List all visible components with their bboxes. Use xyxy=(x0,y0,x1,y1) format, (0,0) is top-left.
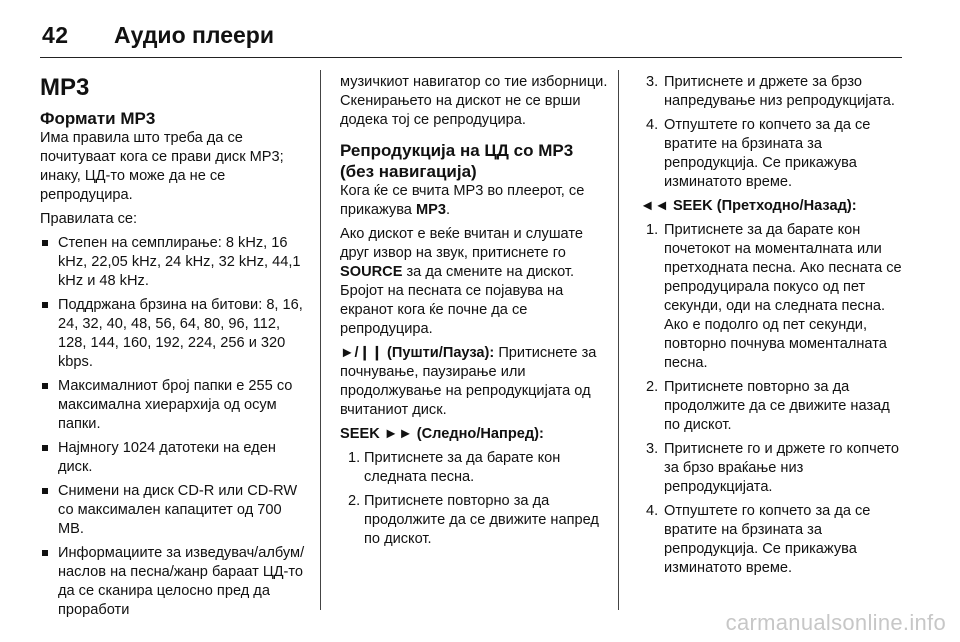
page-title: Аудио плеери xyxy=(114,22,274,48)
section-title-mp3: MP3 xyxy=(40,74,90,101)
fast-forward-icon: ►► xyxy=(383,426,413,442)
column-1 xyxy=(40,73,308,625)
seek-next-steps xyxy=(340,449,608,549)
column-2 xyxy=(340,73,608,554)
list-item: 3. Притиснете го и држете го копчето за брзо враќање низ репродукцијата. xyxy=(646,441,899,495)
list-item: 2. Притиснете повторно за да продолжите да се движите напред по дискот. xyxy=(348,493,599,547)
seek-next-heading: SEEK ►► (Следно/Напред): xyxy=(340,426,544,442)
rules-list xyxy=(40,234,308,620)
continuation-paragraph: музичкиот навигатор со тие изборници. Скенирањето на дискот не се врши додека тој се репродуцира. xyxy=(340,74,608,128)
list-item: Информациите за изведувач/албум/наслов на песна/жанр бараат ЦД-то да се сканира целосно пред да проработи xyxy=(40,544,308,620)
seek-prev-heading: ◄◄ SEEK (Претходно/Назад): xyxy=(640,198,857,214)
paragraph-play-pause: ►/❙❙ (Пушти/Пауза): Притиснете за почнување, паузирање или продолжување на репродукцијата од вчитаниот диск. xyxy=(340,345,597,418)
list-item: Максималниот број папки е 255 со максимална хиерархија од осум папки. xyxy=(40,377,308,434)
list-item: 4. Отпуштете го копчето за да се вратите на брзината за репродукција. Се прикажува изминатото време. xyxy=(646,117,871,190)
list-item: Степен на семплирање: 8 kHz, 16 kHz, 22,05 kHz, 24 kHz, 32 kHz, 44,1 kHz и 48 kHz. xyxy=(40,234,308,291)
list-item: 1. Притиснете за да барате кон почетокот на моменталната или претходната песна. Ако песната се репродуцирала покусо од пет секунди, оди на следната песна. Ако е подолго од пет секунди, повторно почнува моменталната песна. xyxy=(646,222,902,371)
column-divider-1 xyxy=(320,70,321,610)
list-item: Снимени на диск CD-R или CD-RW со максимален капацитет од 700 MB. xyxy=(40,482,308,539)
paragraph-mp3-loaded: Кога ќе се вчита MP3 во плеерот, се прикажува MP3. xyxy=(340,183,585,218)
source-button-label: SOURCE xyxy=(340,264,403,280)
mp3-display-text: MP3 xyxy=(415,202,446,218)
intro-paragraph: Има правила што треба да се почитуваат кога се прави диск MP3; инаку, ЦД-то може да не се репродуцира. xyxy=(40,130,284,203)
seek-prev-steps xyxy=(640,221,904,578)
rewind-icon: ◄◄ xyxy=(640,198,669,214)
paragraph-source: Ако дискот е веќе вчитан и слушате друг извор на звук, притиснете го SOURCE за да смените на дискот. Бројот на песната се појавува на екранот кога ќе почне да се репродуцира. xyxy=(340,226,583,337)
header-divider xyxy=(40,57,902,58)
formats-heading: Формати MP3 xyxy=(40,109,156,128)
column-3 xyxy=(640,73,904,583)
list-item: 4. Отпуштете го копчето за да се вратите на брзината за репродукција. Се прикажува изминатото време. xyxy=(646,503,871,576)
list-item: 3. Притиснете и држете за брзо напредување низ репродукцијата. xyxy=(646,74,895,109)
page-header xyxy=(0,0,960,58)
seek-next-steps-continued xyxy=(640,73,904,192)
play-pause-icon: ►/❙❙ xyxy=(340,345,383,361)
watermark: carmanualsonline.info xyxy=(725,610,946,635)
column-divider-2 xyxy=(618,70,619,610)
list-item: Најмногу 1024 датотеки на еден диск. xyxy=(40,439,308,477)
playback-heading: Репродукција на ЦД со MP3 (без навигација) xyxy=(340,141,574,181)
rules-label: Правилата се: xyxy=(40,211,138,227)
page-number: 42 xyxy=(42,22,69,48)
list-item: 2. Притиснете повторно за да продолжите да се движите назад по дискот. xyxy=(646,379,890,433)
list-item: Поддржана брзина на битови: 8, 16, 24, 32, 40, 48, 56, 64, 80, 96, 112, 128, 144, 160, 192, 224, 256 и 320 kbps. xyxy=(40,296,308,372)
list-item: 1. Притиснете за да барате кон следната песна. xyxy=(348,450,561,485)
